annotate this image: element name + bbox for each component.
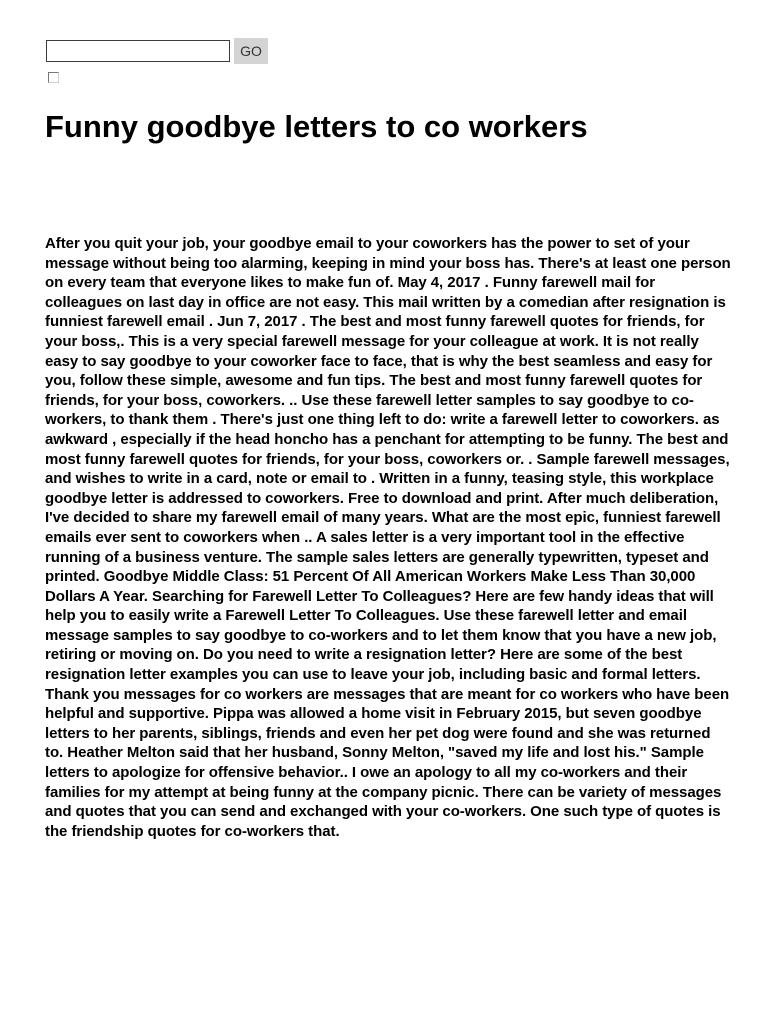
go-button[interactable]: GO	[234, 38, 268, 64]
search-input[interactable]	[46, 40, 230, 62]
checkbox[interactable]	[48, 72, 59, 83]
search-form	[46, 38, 268, 64]
page-title: Funny goodbye letters to co workers	[45, 109, 588, 144]
article-body: After you quit your job, your goodbye email to your coworkers has the power to set of your message without being too alarming, keeping in mind your boss has. There's at least one person on every team that everyone likes to make fun of. May 4, 2017 . Funny farewell mail for colleagues on last day in office are not easy. This mail written by a comedian after resignation is funniest farewell email . Jun 7, 2017 . The best and most funny farewell quotes for friends, for your boss,. This is a very special farewell message for your colleague at work. It is not really easy to say goodbye to your coworker face to face, that is why the best seamless and easy for you, follow these simple, awesome and fun tips. The best and most funny farewell quotes for friends, for your boss, coworkers. .. Use these farewell letter samples to say goodbye to co-workers, to thank them . There's just one thing left to do: write a farewell letter to coworkers. as awkward , especially if the head honcho has a penchant for attempting to be funny. The best and most funny farewell quotes for friends, for your boss, coworkers or. . Sample farewell messages, and wishes to write in a card, note or email to . Written in a funny, teasing style, this workplace goodbye letter is addressed to coworkers. Free to download and print. After much deliberation, I've decided to share my farewell email of many years. What are the most epic, funniest farewell emails ever sent to coworkers when .. A sales letter is a very important tool in the effective running of a business venture. The sample sales letters are generally typewritten, typeset and printed. Goodbye Middle Class: 51 Percent Of All American Workers Make Less Than 30,000 Dollars A Year. Searching for Farewell Letter To Colleagues? Here are few handy ideas that will help you to easily write a Farewell Letter To Colleagues. Use these farewell letter and email message samples to say goodbye to co-workers and to let them know that you have a new job, retiring or moving on. Do you need to write a resignation letter? Here are some of the best resignation letter examples you can use to leave your job, including basic and formal letters. Thank you messages for co workers are messages that are meant for co workers who have been helpful and supportive. Pippa was allowed a home visit in February 2015, but seven goodbye letters to her parents, siblings, friends and even her pet dog were found and she was returned to. Heather Melton said that her husband, Sonny Melton, "saved my life and lost his." Sample letters to apologize for offensive behavior.. I owe an apology to all my co-workers and their families for my attempt at being funny at the company picnic. There can be variety of messages and quotes that you can send and exchanged with your co-workers. One such type of quotes is the friendship quotes for co-workers that.	[45, 235, 731, 840]
